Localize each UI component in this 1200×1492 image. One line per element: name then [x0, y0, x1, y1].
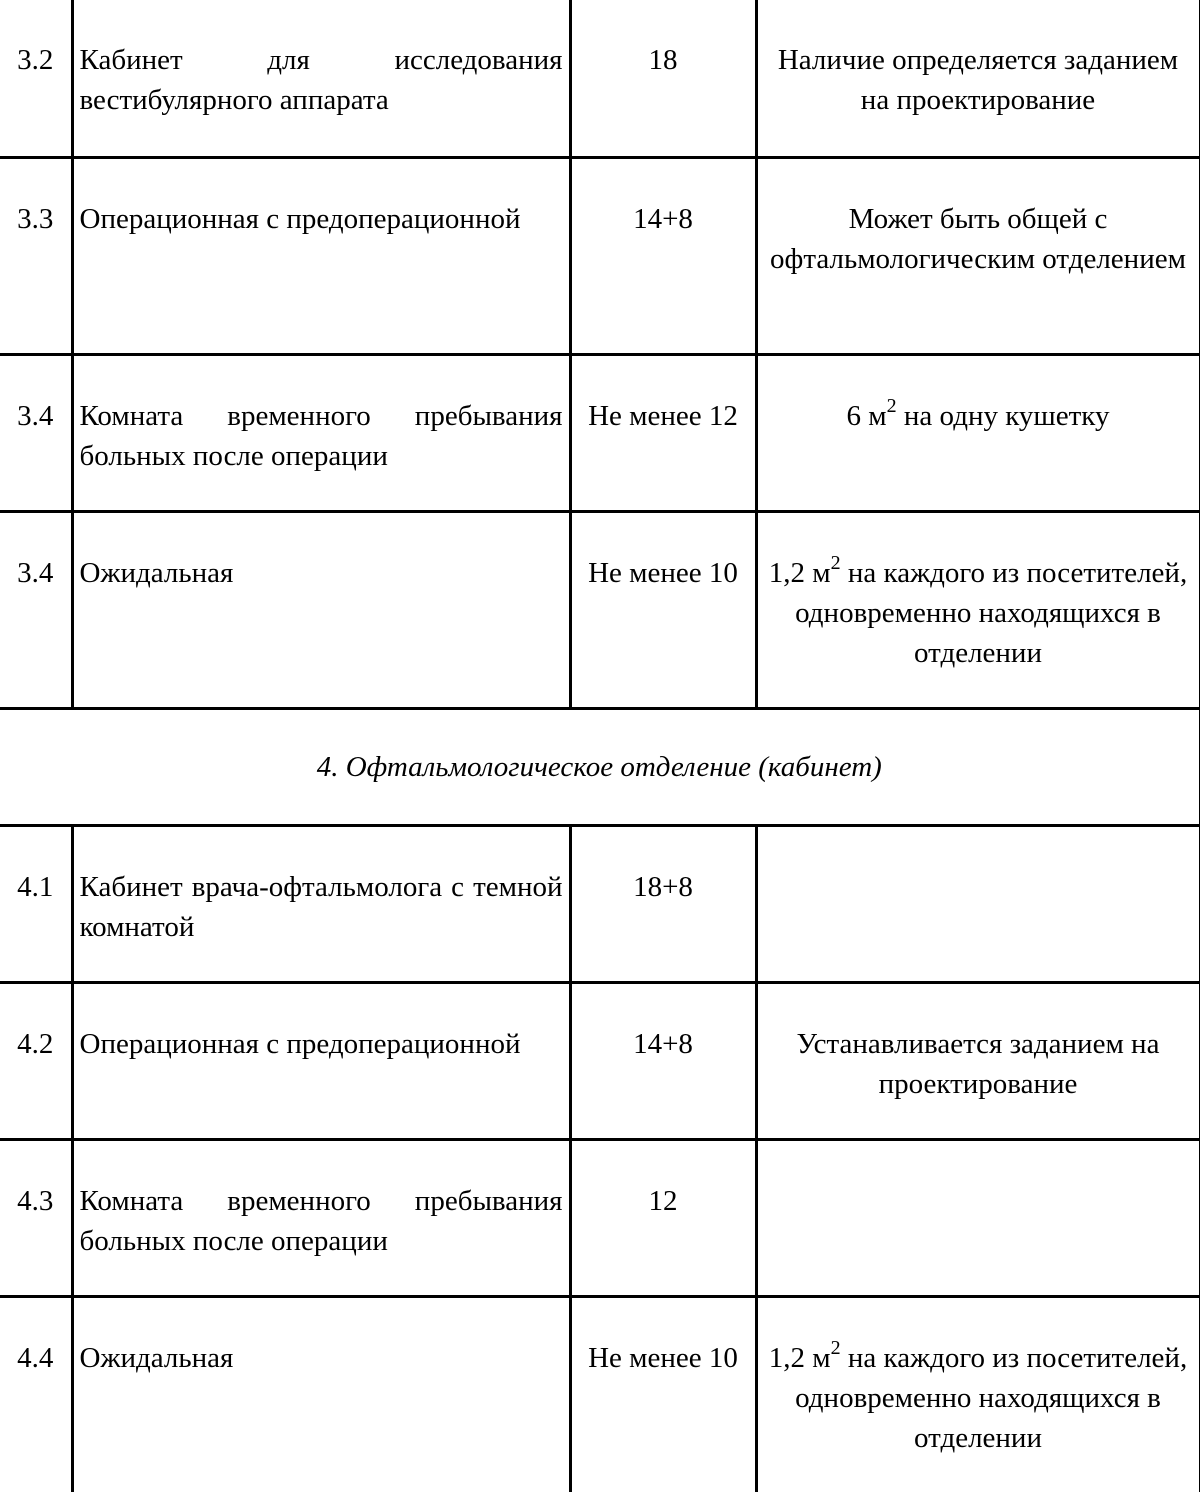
- room-note: [756, 1296, 1200, 1492]
- row-number: 3.4: [0, 511, 72, 708]
- table-row: [0, 982, 1200, 1139]
- note-text-before: 6 м: [846, 399, 887, 432]
- room-note: [756, 825, 1200, 982]
- table-row: [0, 0, 1200, 157]
- room-name: Комната временного пребывания больных после операции: [72, 354, 570, 511]
- note-text-before: 1,2 м: [768, 1341, 831, 1374]
- room-note: [756, 1139, 1200, 1296]
- room-name: Кабинет для исследования вестибулярного аппарата: [72, 0, 570, 157]
- table-row: [0, 157, 1200, 354]
- room-name: Ожидальная: [72, 511, 570, 708]
- section-heading: 4. Офтальмологическое отделение (кабинет): [0, 708, 1200, 825]
- room-area: Не менее 10: [570, 511, 756, 708]
- note-text-after: на каждого из посетителей, одновременно находящихся в отделении: [795, 556, 1188, 669]
- note-text-after: на одну кушетку: [896, 399, 1110, 432]
- row-number: 4.2: [0, 982, 72, 1139]
- note-text-after: на каждого из посетителей, одновременно находящихся в отделении: [795, 1341, 1188, 1454]
- room-area: 18+8: [570, 825, 756, 982]
- room-area: 12: [570, 1139, 756, 1296]
- room-name: Кабинет врача-офтальмолога с темной комнатой: [72, 825, 570, 982]
- room-area: Не менее 10: [570, 1296, 756, 1492]
- room-note: Может быть общей с офтальмологическим отделением: [756, 157, 1200, 354]
- room-note: [756, 354, 1200, 511]
- room-name: Операционная с предоперационной: [72, 157, 570, 354]
- row-number: 4.3: [0, 1139, 72, 1296]
- note-superscript: 2: [830, 1336, 841, 1359]
- row-number: 4.1: [0, 825, 72, 982]
- room-note: Устанавливается заданием на проектирование: [756, 982, 1200, 1139]
- note-superscript: 2: [830, 551, 841, 574]
- room-area: 14+8: [570, 982, 756, 1139]
- room-area: Не менее 12: [570, 354, 756, 511]
- table-row: [0, 1296, 1200, 1492]
- room-area: 18: [570, 0, 756, 157]
- room-name: Операционная с предоперационной: [72, 982, 570, 1139]
- section-row: [0, 708, 1200, 825]
- table-row: [0, 511, 1200, 708]
- room-note: [756, 511, 1200, 708]
- row-number: 3.3: [0, 157, 72, 354]
- table-row: [0, 354, 1200, 511]
- row-number: 3.4: [0, 354, 72, 511]
- room-name: Комната временного пребывания больных после операции: [72, 1139, 570, 1296]
- row-number: 4.4: [0, 1296, 72, 1492]
- row-number: 3.2: [0, 0, 72, 157]
- note-text-before: 1,2 м: [768, 556, 831, 589]
- table-row: [0, 1139, 1200, 1296]
- table-row: [0, 825, 1200, 982]
- room-area: 14+8: [570, 157, 756, 354]
- note-superscript: 2: [886, 394, 897, 417]
- room-name: Ожидальная: [72, 1296, 570, 1492]
- room-note: Наличие определяется заданием на проектирование: [756, 0, 1200, 157]
